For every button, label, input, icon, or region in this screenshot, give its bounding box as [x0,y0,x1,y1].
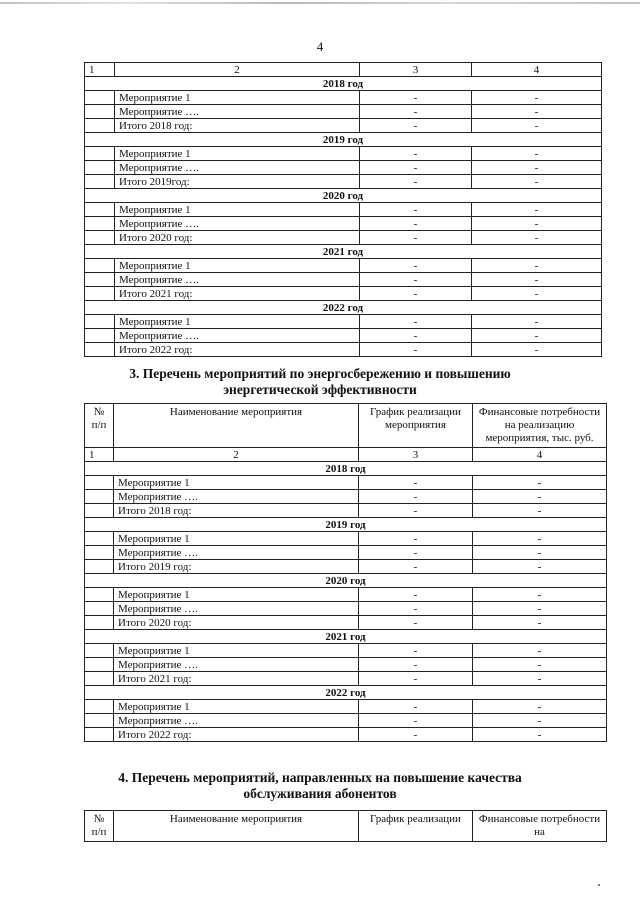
row-number-cell [85,287,115,301]
table-row [85,490,607,504]
finance-cell: - [473,532,607,546]
row-number-cell [85,175,115,189]
schedule-cell: - [360,287,472,301]
row-number-cell [85,119,115,133]
finance-cell: - [473,602,607,616]
row-number-cell [85,217,115,231]
schedule-cell: - [359,532,473,546]
column-header: Финансовые потребности на [473,811,607,842]
event-name-cell: Мероприятие 1 [114,532,359,546]
table-row [85,217,602,231]
year-heading: 2022 год [85,301,602,315]
table-energy-saving-events [84,403,607,742]
row-number-cell [85,700,114,714]
event-name-cell: Мероприятие 1 [114,644,359,658]
column-header: № п/п [85,811,114,842]
finance-cell: - [473,476,607,490]
row-number-cell [85,532,114,546]
year-row [85,462,607,476]
row-number-cell [85,231,115,245]
event-name-cell: Мероприятие 1 [114,700,359,714]
column-number: 2 [114,448,359,462]
finance-cell: - [473,658,607,672]
event-name-cell: Мероприятие 1 [115,147,360,161]
finance-cell: - [473,490,607,504]
table-row [85,546,607,560]
header-row [85,811,607,842]
table-row [85,105,602,119]
column-number: 2 [115,63,360,77]
event-name-cell: Мероприятие 1 [115,315,360,329]
row-number-cell [85,273,115,287]
table-row [85,315,602,329]
row-number-cell [85,644,114,658]
event-name-cell: Итого 2022 год: [115,343,360,357]
table-row [85,273,602,287]
year-row [85,686,607,700]
finance-cell: - [472,161,602,175]
year-heading: 2018 год [85,77,602,91]
total-row [85,504,607,518]
table-row [85,203,602,217]
table-row [85,532,607,546]
event-name-cell: Итого 2018 год: [114,504,359,518]
scan-speck [598,884,600,886]
row-number-cell [85,560,114,574]
schedule-cell: - [359,476,473,490]
event-name-cell: Итого 2022 год: [114,728,359,742]
event-name-cell: Мероприятие …. [114,714,359,728]
row-number-cell [85,203,115,217]
table-row [85,91,602,105]
column-number: 4 [473,448,607,462]
total-row [85,119,602,133]
finance-cell: - [473,616,607,630]
finance-cell: - [472,147,602,161]
year-heading: 2019 год [85,518,607,532]
year-heading: 2019 год [85,133,602,147]
finance-cell: - [472,175,602,189]
table-row [85,161,602,175]
event-name-cell: Итого 2019 год: [114,560,359,574]
schedule-cell: - [359,644,473,658]
column-number: 1 [85,448,114,462]
schedule-cell: - [360,315,472,329]
year-heading: 2021 год [85,245,602,259]
schedule-cell: - [359,546,473,560]
total-row [85,616,607,630]
column-header: № п/п [85,404,114,448]
column-header: Наименование мероприятия [114,404,359,448]
event-name-cell: Мероприятие 1 [114,588,359,602]
schedule-cell: - [360,91,472,105]
finance-cell: - [472,259,602,273]
schedule-cell: - [359,728,473,742]
schedule-cell: - [360,161,472,175]
finance-cell: - [473,546,607,560]
total-row [85,231,602,245]
schedule-cell: - [359,672,473,686]
schedule-cell: - [359,714,473,728]
schedule-cell: - [359,560,473,574]
row-number-cell [85,476,114,490]
year-heading: 2018 год [85,462,607,476]
table-row [85,588,607,602]
schedule-cell: - [360,203,472,217]
table-row [85,602,607,616]
table-events-continued [84,62,602,357]
row-number-cell [85,658,114,672]
row-number-cell [85,546,114,560]
event-name-cell: Итого 2018 год: [115,119,360,133]
schedule-cell: - [360,259,472,273]
year-row [85,518,607,532]
row-number-cell [85,147,115,161]
total-row [85,343,602,357]
column-number: 4 [472,63,602,77]
row-number-cell [85,588,114,602]
row-number-cell [85,728,114,742]
event-name-cell: Мероприятие …. [114,546,359,560]
page-number: 4 [316,39,324,54]
table-row [85,700,607,714]
finance-cell: - [472,231,602,245]
schedule-cell: - [360,147,472,161]
column-number: 3 [360,63,472,77]
row-number-cell [85,672,114,686]
schedule-cell: - [359,700,473,714]
column-number-row [85,448,607,462]
column-header: График реализации мероприятия [359,404,473,448]
event-name-cell: Мероприятие 1 [114,476,359,490]
total-row [85,560,607,574]
year-heading: 2020 год [85,189,602,203]
year-row [85,301,602,315]
finance-cell: - [472,203,602,217]
finance-cell: - [472,217,602,231]
finance-cell: - [472,119,602,133]
column-header: Наименование мероприятия [114,811,359,842]
finance-cell: - [473,588,607,602]
section-4-title-line2: обслуживания абонентов [243,786,397,801]
schedule-cell: - [360,119,472,133]
event-name-cell: Итого 2021 год: [115,287,360,301]
header-row [85,404,607,448]
schedule-cell: - [360,329,472,343]
schedule-cell: - [360,231,472,245]
event-name-cell: Мероприятие …. [114,602,359,616]
schedule-cell: - [359,504,473,518]
column-number-row [85,63,602,77]
table-service-quality-events [84,810,607,842]
row-number-cell [85,490,114,504]
schedule-cell: - [360,105,472,119]
column-number: 1 [85,63,115,77]
total-row [85,175,602,189]
year-heading: 2020 год [85,574,607,588]
event-name-cell: Мероприятие …. [115,161,360,175]
event-name-cell: Мероприятие …. [115,217,360,231]
finance-cell: - [472,329,602,343]
event-name-cell: Итого 2020 год: [115,231,360,245]
row-number-cell [85,616,114,630]
event-name-cell: Мероприятие 1 [115,259,360,273]
total-row [85,672,607,686]
finance-cell: - [473,714,607,728]
year-heading: 2022 год [85,686,607,700]
finance-cell: - [472,315,602,329]
schedule-cell: - [360,217,472,231]
column-header: График реализации [359,811,473,842]
finance-cell: - [472,273,602,287]
section-4-title [0,770,640,802]
table-row [85,476,607,490]
year-row [85,77,602,91]
row-number-cell [85,714,114,728]
table-row [85,259,602,273]
table-row [85,644,607,658]
year-row [85,189,602,203]
scan-artifact-line [0,2,640,4]
event-name-cell: Мероприятие 1 [115,203,360,217]
finance-cell: - [472,91,602,105]
year-row [85,630,607,644]
finance-cell: - [472,105,602,119]
row-number-cell [85,329,115,343]
row-number-cell [85,504,114,518]
finance-cell: - [473,728,607,742]
event-name-cell: Мероприятие …. [115,329,360,343]
table-row [85,329,602,343]
finance-cell: - [472,343,602,357]
table-row [85,658,607,672]
table-row [85,147,602,161]
event-name-cell: Мероприятие …. [115,105,360,119]
event-name-cell: Мероприятие …. [115,273,360,287]
year-row [85,574,607,588]
column-header: Финансовые потребности на реализацию мероприятия, тыс. руб. [473,404,607,448]
finance-cell: - [473,560,607,574]
row-number-cell [85,343,115,357]
finance-cell: - [473,700,607,714]
section-3-title [0,366,640,398]
column-number: 3 [359,448,473,462]
finance-cell: - [473,644,607,658]
schedule-cell: - [360,175,472,189]
year-row [85,133,602,147]
event-name-cell: Мероприятие …. [114,658,359,672]
row-number-cell [85,602,114,616]
finance-cell: - [473,504,607,518]
event-name-cell: Мероприятие …. [114,490,359,504]
section-3-title-line1: 3. Перечень мероприятий по энергосбережению и повышению [129,366,511,381]
event-name-cell: Мероприятие 1 [115,91,360,105]
row-number-cell [85,105,115,119]
section-4-title-line1: 4. Перечень мероприятий, направленных на повышение качества [118,770,522,785]
row-number-cell [85,259,115,273]
row-number-cell [85,91,115,105]
total-row [85,287,602,301]
schedule-cell: - [359,658,473,672]
table-row [85,714,607,728]
event-name-cell: Итого 2021 год: [114,672,359,686]
finance-cell: - [472,287,602,301]
row-number-cell [85,315,115,329]
year-heading: 2021 год [85,630,607,644]
schedule-cell: - [359,588,473,602]
schedule-cell: - [359,490,473,504]
finance-cell: - [473,672,607,686]
schedule-cell: - [360,273,472,287]
row-number-cell [85,161,115,175]
event-name-cell: Итого 2020 год: [114,616,359,630]
schedule-cell: - [360,343,472,357]
section-3-title-line2: энергетической эффективности [223,382,417,397]
schedule-cell: - [359,602,473,616]
year-row [85,245,602,259]
schedule-cell: - [359,616,473,630]
total-row [85,728,607,742]
event-name-cell: Итого 2019год: [115,175,360,189]
